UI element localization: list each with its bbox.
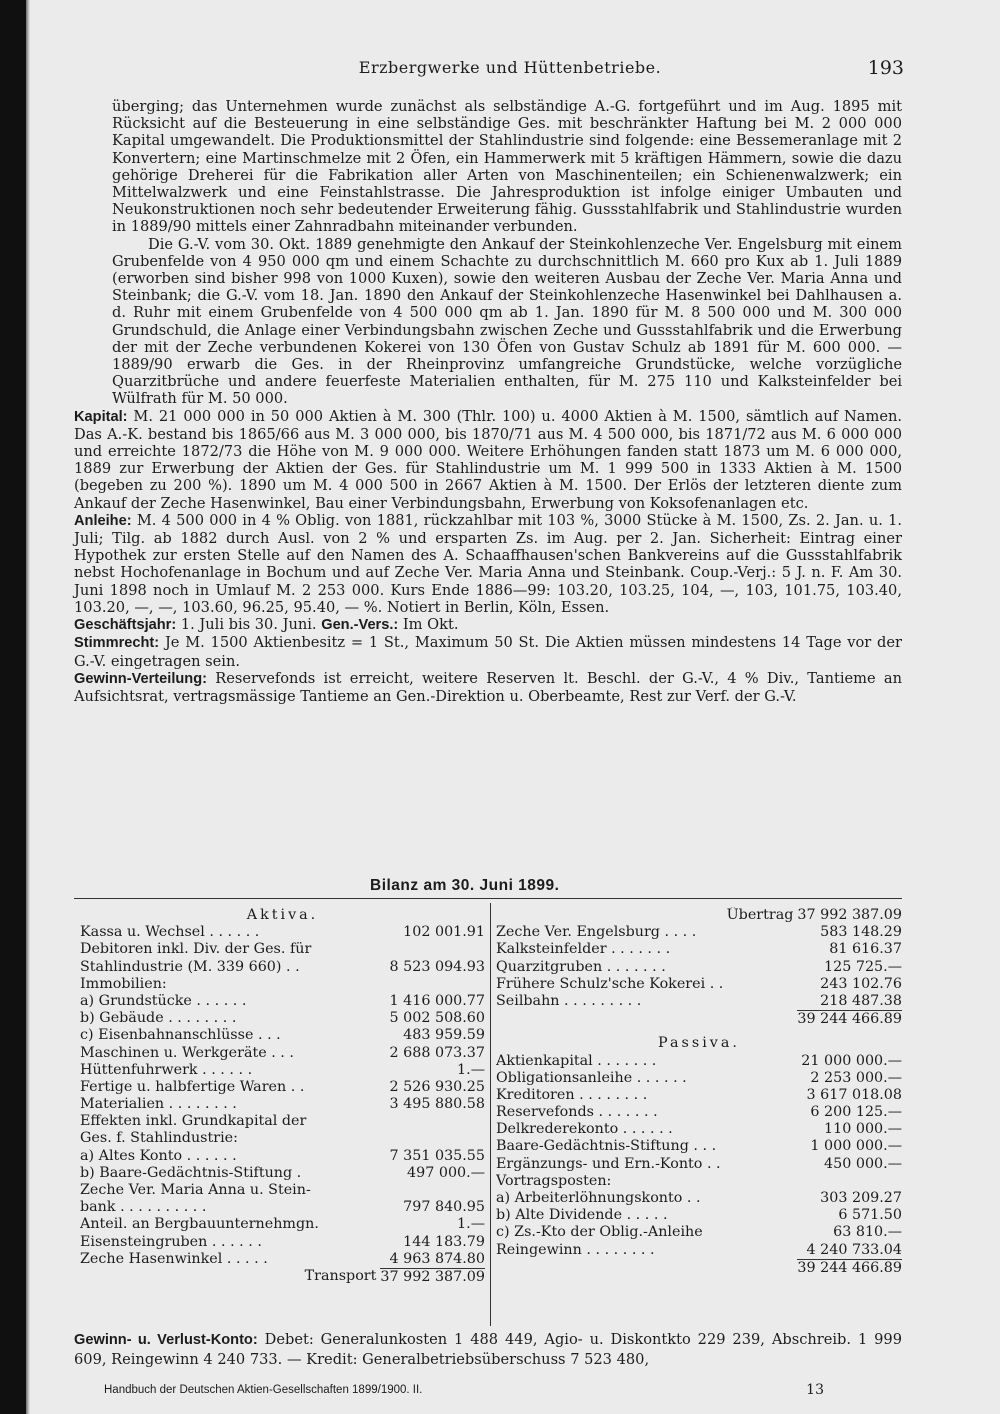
passiva-total-row (496, 1259, 902, 1276)
page-footer (104, 1384, 824, 1396)
passiva-row (496, 1121, 902, 1138)
aktiva-heading: Aktiva. (246, 907, 319, 923)
aktiva-row (80, 1027, 485, 1044)
aktiva-row (80, 1062, 485, 1079)
passiva-row-amount: 1 000 000.— (810, 1138, 902, 1155)
aktiva-row-amount: 144 183.79 (403, 1233, 485, 1250)
footer-publication: Handbuch der Deutschen Aktien-Gesellschaften 1899/1900. II. (104, 1384, 423, 1396)
aktiva-row-amount: 4 963 874.80 (389, 1250, 485, 1267)
passiva-total: 39 244 466.89 (797, 1259, 902, 1276)
aktiva-row-label: Eisensteingruben . . . . . . (80, 1233, 262, 1250)
aktiva-row (80, 1010, 485, 1027)
passiva-row (496, 1070, 902, 1087)
passiva-row-amount: 6 200 125.— (810, 1104, 902, 1121)
passiva-row-label: Kreditoren . . . . . . . . (496, 1086, 648, 1103)
aktiva-row-label: Anteil. an Bergbauunternehmgn. (80, 1216, 319, 1233)
aktiva-row-amount: 7 351 035.55 (389, 1147, 485, 1164)
gen-vers-label: Gen.-Vers.: (321, 617, 399, 634)
aktiva-row (80, 1113, 485, 1130)
anleihe-text: M. 4 500 000 in 4 % Oblig. von 1881, rückzahlbar mit 103 %, 3000 Stücke à M. 1500, Zs. 2. Jan. u. 1. Juli; Tilg. ab 1882 durch Ausl. von 2 % und ersparten Zs. im Aug. per 2. Jan. Sicherheit: Eintrag einer Hypothek zur ersten Stelle auf den Namen des A. Schaaffhausen'schen Bankvereins auf die Gussstahlfabrik nebst Hochofenanlage in Bochum und auf Zeche Ver. Maria Anna und Steinbank. Coup.-Verj.: 5 J. n. F. Am 30. Juni 1898 noch in Umlauf M. 2 253 000. Kurs Ende 1886—99: 103.20, 103.25, 104, —, 103, 101.75, 103.40, 103.20, —, —, 103.60, 96.25, 95.40, — %. Notiert in Berlin, Köln, Essen. (74, 511, 903, 616)
aktiva-cont-row (496, 924, 902, 941)
aktiva-row-amount: 797 840.95 (403, 1199, 485, 1216)
passiva-row (496, 1207, 902, 1224)
aktiva-row (80, 1251, 485, 1268)
aktiva-cont-row-label: Zeche Ver. Engelsburg . . . . (496, 924, 697, 941)
kapital-label: Kapital: (74, 408, 128, 425)
aktiva-column (80, 907, 485, 1285)
section-geschaeftsjahr (74, 616, 902, 634)
aktiva-row-label: Debitoren inkl. Div. der Ges. für (80, 941, 312, 958)
gewinn-verteilung-label: Gewinn-Verteilung: (74, 670, 207, 687)
aktiva-cont-row-label: Frühere Schulz'sche Kokerei . . (496, 975, 724, 992)
aktiva-row-label: Zeche Ver. Maria Anna u. Stein- (80, 1182, 311, 1198)
passiva-row-amount: 6 571.50 (838, 1207, 902, 1224)
passiva-row-amount: 3 617 018.08 (806, 1086, 902, 1103)
aktiva-row-label: b) Baare-Gedächtnis-Stiftung . (80, 1164, 302, 1181)
uebertrag-amount: 37 992 387.09 (797, 907, 902, 923)
uebertrag-label: Übertrag (726, 907, 794, 923)
kapital-text: M. 21 000 000 in 50 000 Aktien à M. 300 (Thlr. 100) u. 4000 Aktien à M. 1500, sämtlich auf Namen. Das A.-K. bestand bis 1865/66 aus M. 3 000 000, bis 1870/71 aus M. 4 500 000, bis 1871/72 aus M. 6 000 000 und erreichte 1872/73 die Höhe von M. 9 000 000. Weitere Erhöhungen fanden statt 1873 um M. 6 000 000, 1889 zur Erwerbung der Aktien der Ges. für Stahlindustrie um M. 1 999 500 in 1333 Aktien à M. 1500 (begeben zu 200 %). 1890 um M. 4 000 500 in 2667 Aktien à M. 1500. Der Erlös der letzteren diente zum Ankauf der Zeche Hasenwinkel, Bau einer Verbindungsbahn, Erwerbung von Koksofenanlagen etc. (74, 407, 902, 512)
passiva-row-amount: 450 000.— (824, 1155, 902, 1172)
section-anleihe (74, 512, 902, 616)
aktiva-row (80, 1199, 485, 1216)
passiva-row-amount: 303 209.27 (820, 1190, 902, 1206)
passiva-row-amount: 4 240 733.04 (806, 1241, 902, 1258)
guv-text: Debet: Generalunkosten 1 488 449, Agio- u. Diskontkto 229 239, Abschreib. 1 999 609, Reingewinn 4 240 733. — Kredit: Generalbetriebsüberschuss 7 523 480, (74, 1331, 902, 1368)
aktiva-row (80, 1130, 485, 1147)
passiva-row (496, 1190, 902, 1207)
aktiva-row-label: bank . . . . . . . . . . (80, 1199, 207, 1216)
aktiva-cont-row (496, 976, 902, 993)
passiva-row (496, 1173, 902, 1190)
aktiva-row-label: Stahlindustrie (M. 339 660) . . (80, 958, 300, 975)
passiva-row-label: Reservefonds . . . . . . . (496, 1104, 658, 1121)
aktiva-row-amount: 497 000.— (407, 1164, 485, 1181)
paragraph-production: überging; das Unternehmen wurde zunächst als selbständige A.-G. fortgeführt und im Aug. 1895 mit Rücksicht auf die Besteuerung in eine selbständige Ges. mit beschränkter Haftung bei M. 2 000 000 Kapital umgewandelt. Die Produktionsmittel der Stahlindustrie sind folgende: eine Bessemeranlage mit 2 Konvertern; eine Martinschmelze mit 2 Öfen, ein Hammerwerk mit 5 kräftigen Hämmern, sowie die dazu gehörige Dreherei für die Fabrikation aller Arten von Maschinenteilen; ein Schienenwalzwerk; ein Mittelwalzwerk und eine Feinstahlstrasse. Die Jahresproduktion ist infolge einiger Umbauten und Neukonstruktionen noch sehr bedeutender Erweiterung fähig. Gussstahlfabrik und Stahlindustrie wurden in 1889/90 mittels einer Zahnradbahn miteinander verbunden. (112, 98, 902, 236)
aktiva-row-label: Effekten inkl. Grundkapital der (80, 1113, 307, 1130)
aktiva-row-amount: 3 495 880.58 (389, 1096, 485, 1113)
passiva-row-label: Reingewinn . . . . . . . . (496, 1241, 655, 1258)
aktiva-cont-row-amount: 218 487.38 (820, 992, 902, 1009)
aktiva-row-label: a) Altes Konto . . . . . . (80, 1147, 237, 1164)
aktiva-row-amount: 8 523 094.93 (389, 958, 485, 975)
passiva-row (496, 1242, 902, 1259)
passiva-row-label: Delkrederekonto . . . . . . (496, 1121, 673, 1138)
passiva-row-amount: 110 000.— (824, 1121, 902, 1138)
aktiva-row (80, 1216, 485, 1233)
book-binding-shadow (0, 0, 26, 1414)
aktiva-row (80, 924, 485, 941)
passiva-row-label: Vortragsposten: (496, 1172, 612, 1189)
aktiva-row-amount: 5 002 508.60 (389, 1010, 485, 1027)
aktiva-row-amount: 483 959.59 (403, 1027, 485, 1044)
uebertrag-row (496, 907, 902, 924)
aktiva-row-amount: 1.— (457, 1061, 485, 1078)
right-column (496, 907, 902, 1276)
aktiva-row (80, 1079, 485, 1096)
aktiva-row-label: a) Grundstücke . . . . . . (80, 992, 247, 1009)
aktiva-total-row (496, 1010, 902, 1027)
passiva-row-label: b) Alte Dividende . . . . . (496, 1207, 668, 1224)
aktiva-row-label: Immobilien: (80, 975, 167, 992)
passiva-row (496, 1087, 902, 1104)
passiva-row (496, 1104, 902, 1121)
aktiva-row (80, 1096, 485, 1113)
aktiva-row (80, 941, 485, 958)
aktiva-list (80, 924, 485, 1268)
running-title: Erzbergwerke und Hüttenbetriebe. (358, 58, 662, 77)
aktiva-continued-list (496, 924, 902, 1010)
passiva-row-label: Ergänzungs- und Ern.-Konto . . (496, 1155, 721, 1172)
paragraph-acquisitions: Die G.-V. vom 30. Okt. 1889 genehmigte den Ankauf der Steinkohlenzeche Ver. Engelsburg mit einem Grubenfelde von 4 950 000 qm und einem Schachte zu durchschnittlich M. 660 pro Kux ab 1. Juli 1889 (erworben sind bisher 998 von 1000 Kuxen), sowie den weiteren Ausbau der Zeche Ver. Maria Anna und Steinbank; die G.-V. vom 18. Jan. 1890 den Ankauf der Steinkohlenzeche Hasenwinkel bei Dahlhausen a. d. Ruhr mit einem Grubenfelde von 4 500 000 qm ab 1. Jan. 1890 für M. 8 500 000 und M. 300 000 Grundschuld, die Anlage einer Verbindungsbahn zwischen Zeche und Gussstahlfabrik und die Erwerbung der mit der Zeche verbundenen Kokerei von 130 Öfen von Gustav Schulz ab 1891 für M. 600 000. — 1889/90 erwarb die Ges. in der Rheinprovinz umfangreiche Grundstücke, welche vorzügliche Quarzitbrüche und andere feuerfeste Materialien enthalten, für M. 275 110 und Kalksteinfelder bei Wülfrath für M. 50 000. (112, 235, 902, 408)
aktiva-row (80, 976, 485, 993)
passiva-row (496, 1138, 902, 1155)
aktiva-total: 39 244 466.89 (797, 1011, 902, 1028)
aktiva-row (80, 1148, 485, 1165)
aktiva-cont-row-amount: 125 725.— (824, 958, 902, 975)
bilanz-column-divider (490, 903, 491, 1326)
bilanz-top-rule (74, 898, 902, 899)
gewinn-verteilung-text: Reservefonds ist erreicht, weitere Reserven lt. Beschl. der G.-V., 4 % Div., Tantieme an Aufsichtsrat, vertragsmässige Tantieme an Gen.-Direktion u. Oberbeamte, Rest zur Verf. der G.-V. (74, 669, 903, 705)
passiva-row-label: Aktienkapital . . . . . . . (496, 1052, 657, 1069)
passiva-row-amount: 21 000 000.— (801, 1052, 902, 1069)
aktiva-cont-row-label: Seilbahn . . . . . . . . . (496, 992, 642, 1009)
aktiva-cont-row (496, 959, 902, 976)
aktiva-cont-row-label: Quarzitgruben . . . . . . . (496, 958, 666, 975)
aktiva-row-label: Ges. f. Stahlindustrie: (80, 1130, 238, 1147)
main-text (74, 98, 903, 705)
stimmrecht-text: Je M. 1500 Aktienbesitz = 1 St., Maximum 50 St. Die Aktien müssen mindestens 14 Tage vor der G.-V. eingetragen sein. (74, 634, 902, 670)
transport-row (80, 1268, 485, 1285)
aktiva-cont-row-amount: 583 148.29 (820, 924, 902, 941)
section-kapital (74, 408, 902, 512)
page-number: 193 (867, 57, 904, 79)
passiva-heading: Passiva. (658, 1035, 740, 1052)
aktiva-row-amount: 2 688 073.37 (389, 1044, 485, 1061)
aktiva-row-label: Materialien . . . . . . . . (80, 1096, 237, 1113)
geschaeftsjahr-label: Geschäftsjahr: (74, 617, 177, 634)
aktiva-row-label: Hüttenfuhrwerk . . . . . . (80, 1061, 253, 1078)
anleihe-label: Anleihe: (74, 512, 132, 529)
aktiva-cont-row-label: Kalksteinfelder . . . . . . . (496, 941, 671, 958)
passiva-row-amount: 2 253 000.— (810, 1069, 902, 1086)
footer-signature-number: 13 (806, 1382, 824, 1398)
aktiva-row (80, 993, 485, 1010)
passiva-row (496, 1156, 902, 1173)
bilanz-title: Bilanz am 30. Juni 1899. (370, 877, 560, 894)
aktiva-row (80, 1182, 485, 1199)
aktiva-row (80, 959, 485, 976)
transport-label: Transport (304, 1267, 377, 1284)
aktiva-row (80, 1045, 485, 1062)
gewinn-verlust-konto (74, 1330, 902, 1369)
aktiva-row-label: Kassa u. Wechsel . . . . . . (80, 924, 260, 941)
passiva-row-label: c) Zs.-Kto der Oblig.-Anleihe (496, 1224, 703, 1241)
section-gewinn-verteilung (74, 670, 902, 705)
gen-vers-text: Im Okt. (402, 616, 459, 634)
section-stimmrecht (74, 634, 902, 669)
aktiva-cont-row (496, 941, 902, 958)
aktiva-row-label: Fertige u. halbfertige Waren . . (80, 1078, 305, 1095)
passiva-row-label: Baare-Gedächtnis-Stiftung . . . (496, 1138, 717, 1155)
aktiva-row (80, 1165, 485, 1182)
geschaeftsjahr-text: 1. Juli bis 30. Juni. (180, 616, 317, 634)
stimmrecht-label: Stimmrecht: (74, 635, 160, 652)
aktiva-row-amount: 2 526 930.25 (389, 1078, 485, 1095)
aktiva-row-label: b) Gebäude . . . . . . . . (80, 1010, 237, 1027)
aktiva-cont-row (496, 993, 902, 1010)
aktiva-cont-row-amount: 81 616.37 (829, 941, 902, 958)
aktiva-row-amount: 1 416 000.77 (389, 992, 485, 1009)
aktiva-row-label: Zeche Hasenwinkel . . . . . (80, 1250, 268, 1267)
passiva-list (496, 1053, 902, 1259)
aktiva-row-amount: 102 001.91 (403, 924, 485, 941)
aktiva-row (80, 1234, 485, 1251)
aktiva-row-label: c) Eisenbahnanschlüsse . . . (80, 1027, 281, 1044)
aktiva-row-amount: 1.— (457, 1216, 485, 1233)
guv-label: Gewinn- u. Verlust-Konto: (74, 1332, 258, 1348)
passiva-row-label: Obligationsanleihe . . . . . . (496, 1069, 687, 1086)
aktiva-row-label: Maschinen u. Werkgeräte . . . (80, 1044, 294, 1061)
passiva-row-label: a) Arbeiterlöhnungskonto . . (496, 1190, 701, 1206)
binding-edge-gradient (26, 0, 30, 1414)
passiva-row (496, 1053, 902, 1070)
passiva-row (496, 1224, 902, 1241)
aktiva-cont-row-amount: 243 102.76 (820, 975, 902, 992)
transport-amount: 37 992 387.09 (380, 1268, 485, 1285)
passiva-row-amount: 63 810.— (833, 1224, 902, 1241)
